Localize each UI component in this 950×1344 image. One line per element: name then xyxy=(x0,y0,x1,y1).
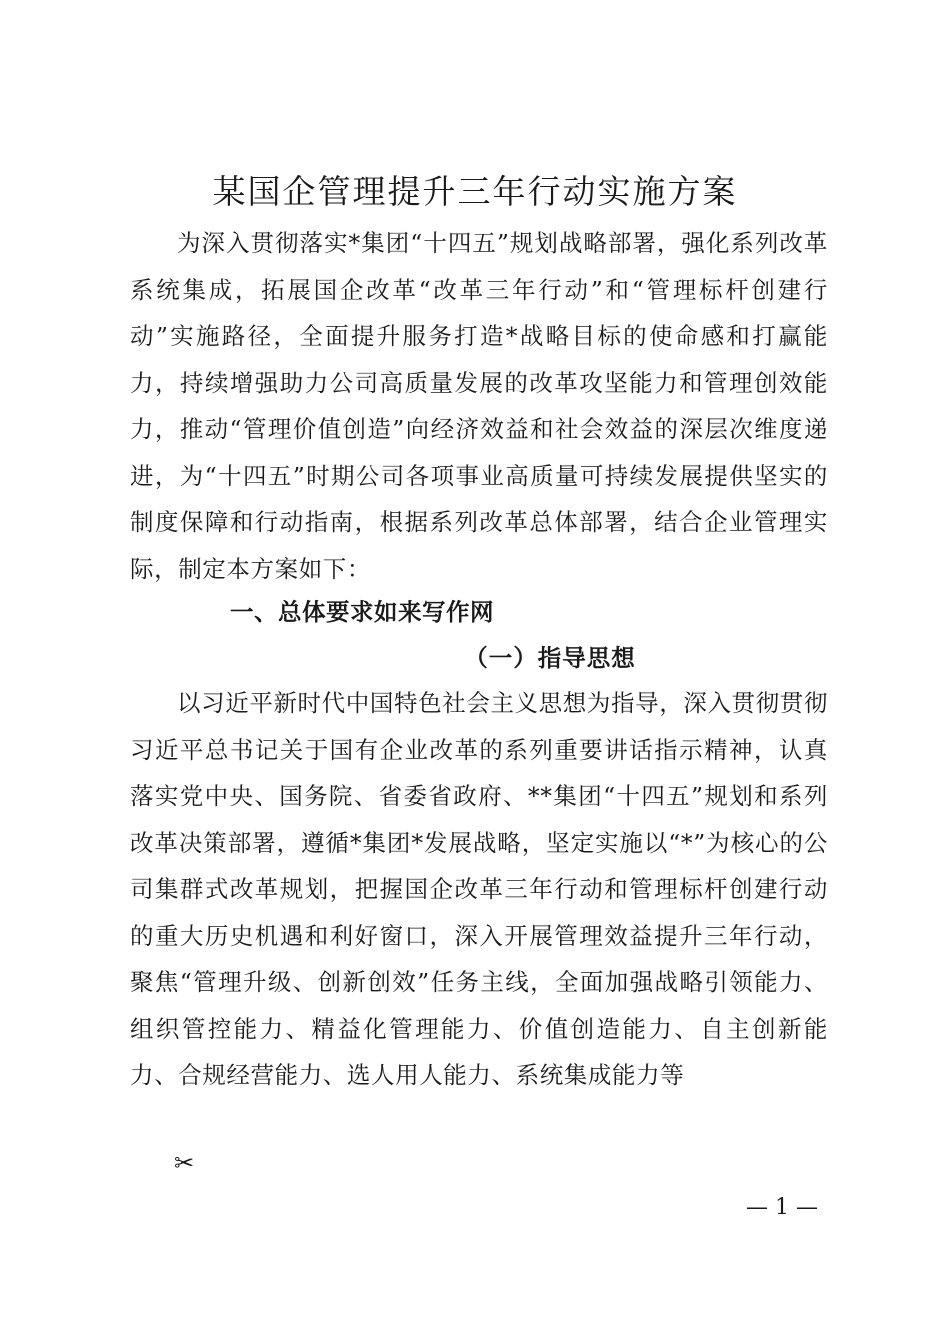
intro-paragraph: 为深入贯彻落实*集团“十四五”规划战略部署，强化系列改革系统集成，拓展国企改革“改革三年行动”和“管理标杆创建行动”实施路径，全面提升服务打造*战略目标的使命感和打赢能力，持续增强助力公司高质量发展的改革攻坚能力和管理创效能力，推动“管理价值创造”向经济效益和社会效益的深层次维度递进，为“十四五”时期公司各项事业高质量可持续发展提供坚实的制度保障和行动指南，根据系列改革总体部署，结合企业管理实际，制定本方案如下： xyxy=(130,229,828,583)
subsection-heading: （一）指导思想 xyxy=(464,644,636,672)
section-heading: 一、总体要求如来写作网 xyxy=(230,598,494,626)
scissors-icon: ✂ xyxy=(174,1149,195,1177)
page-number: — 1 — xyxy=(746,1195,818,1220)
guiding-paragraph: 以习近平新时代中国特色社会主义思想为指导，深入贯彻贯彻习近平总书记关于国有企业改革的系列重要讲话指示精神，认真落实党中央、国务院、省委省政府、**集团“十四五”规划和系列改革决策部署，遵循*集团*发展战略，坚定实施以“*”为核心的公司集群式改革规划，把握国企改革三年行动和管理标杆创建行动的重大历史机遇和利好窗口，深入开展管理效益提升三年行动，聚焦“管理升级、创新创效”任务主线，全面加强战略引领能力、组织管控能力、精益化管理能力、价值创造能力、自主创新能力、合规经营能力、选人用人能力、系统集成能力等 xyxy=(130,689,828,1089)
document-title: 某国企管理提升三年行动实施方案 xyxy=(212,172,738,211)
